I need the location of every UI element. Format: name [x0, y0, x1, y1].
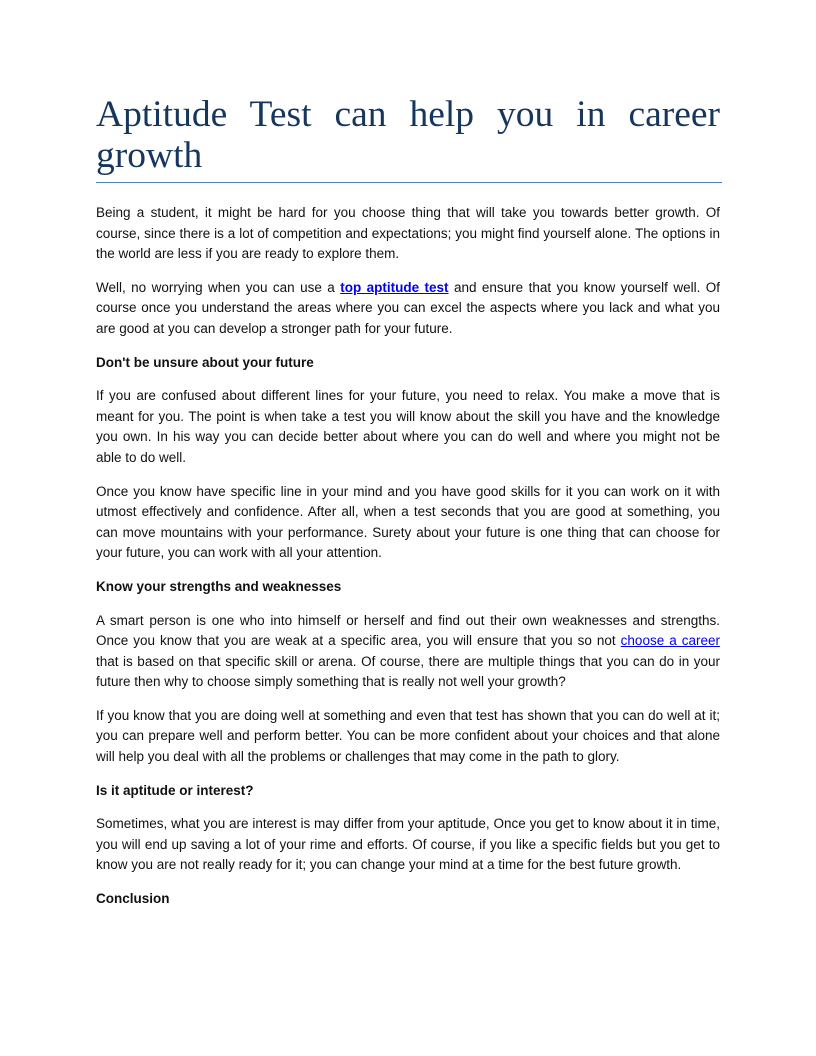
paragraph-text: and ensure that you know yourself well. Of course once you understand the areas where you can excel the aspects where you lack and what you are good at you can develop a stronger path for your future.	[96, 279, 720, 336]
heading-conclusion: Conclusion	[96, 891, 170, 907]
paragraph-text: that is based on that specific skill or arena. Of course, there are multiple things that you can do in your future then why to choose simply something that is really not well your growth?	[96, 653, 720, 690]
choose-a-career-link[interactable]: choose a career	[620, 633, 720, 649]
paragraph-doing-well: If you know that you are doing well at something and even that test has shown that you can do well at it; you can prepare well and perform better. You can be more confident about your choices and that alone will help you deal with all the problems or challenges that may come in the path to glory.	[96, 707, 720, 765]
paragraph-smart-person	[96, 611, 720, 693]
paragraph-intro: Being a student, it might be hard for you choose thing that will take you towards better growth. Of course, since there is a lot of competition and expectations; you might find yourself alone. The options in the world are less if you are ready to explore them.	[96, 205, 720, 262]
paragraph-specific-line: Once you know have specific line in your mind and you have good skills for it you can work on it with utmost effectively and confidence. After all, when a test seconds that you are good at something, you can move mountains with your performance. Surety about your future is one thing that can choose for your future, you can work with all your attention.	[96, 483, 720, 561]
document-body	[96, 203, 720, 923]
top-aptitude-test-link[interactable]: top aptitude test	[340, 279, 449, 295]
paragraph-confused: If you are confused about different lines for your future, you need to relax. You make a move that is meant for you. The point is when take a test you will know about the skill you have and the knowledge you own. In his way you can decide better about where you can do well and where you might not be able to do well.	[96, 388, 720, 465]
paragraph-text: A smart person is one who into himself or herself and find out their own weaknesses and strengths. Once you know that you are weak at a specific area, you will ensure that you so not	[96, 612, 720, 649]
document-title: Aptitude Test can help you in career growth	[96, 94, 720, 176]
heading-strengths-weaknesses: Know your strengths and weaknesses	[96, 578, 342, 594]
paragraph-aptitude-test	[96, 278, 720, 340]
paragraph-text: Well, no worrying when you can use a	[96, 279, 341, 295]
paragraph-sometimes: Sometimes, what you are interest is may differ from your aptitude, Once you get to know about it in time, you will end up saving a lot of your rime and efforts. Of course, if you like a specific fields but you get to know you are not really ready for it; you can change your mind at a time for the best future growth.	[96, 816, 720, 873]
title-underline-rule	[96, 182, 722, 183]
heading-aptitude-interest: Is it aptitude or interest?	[96, 782, 254, 798]
heading-unsure-future: Don't be unsure about your future	[96, 354, 314, 370]
